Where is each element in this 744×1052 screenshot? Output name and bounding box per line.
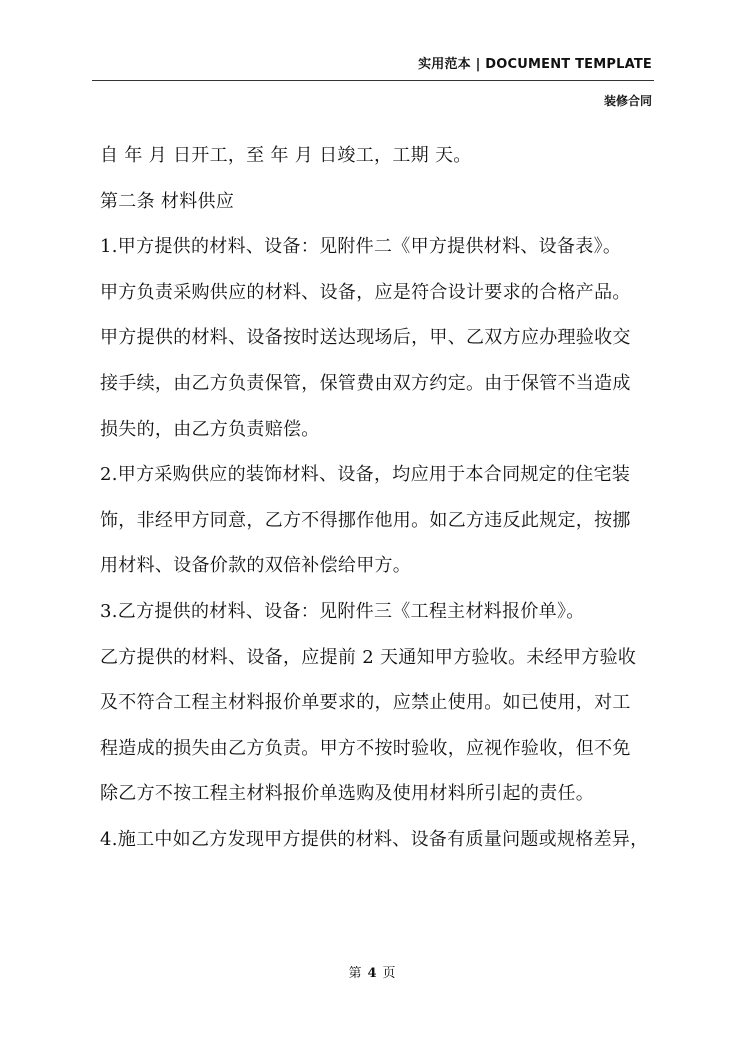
document-body <box>100 138 662 868</box>
page-number: 4 <box>367 966 377 981</box>
header-divider <box>92 80 654 81</box>
body-line: 2.甲方采购供应的装饰材料、设备，均应用于本合同规定的住宅装 <box>100 464 631 486</box>
body-line: 接手续，由乙方负责保管，保管费由双方约定。由于保管不当造成 <box>100 372 631 394</box>
body-line: 程造成的损失由乙方负责。甲方不按时验收，应视作验收，但不免 <box>100 737 631 759</box>
body-line: 除乙方不按工程主材料报价单选购及使用材料所引起的责任。 <box>100 783 595 805</box>
body-line: 自 年 月 日开工，至 年 月 日竣工，工期 天。 <box>100 145 472 166</box>
body-line: 及不符合工程主材料报价单要求的，应禁止使用。如已使用，对工 <box>100 692 631 714</box>
body-line: 3.乙方提供的材料、设备：见附件三《工程主材料报价单》。 <box>100 600 585 622</box>
page-prefix: 第 <box>348 966 362 981</box>
page-suffix: 页 <box>382 966 396 981</box>
body-line: 甲方提供的材料、设备按时送达现场后，甲、乙双方应办理验收交 <box>100 327 631 349</box>
page-footer <box>0 962 744 981</box>
header-title: 实用范本 | DOCUMENT TEMPLATE <box>418 57 652 72</box>
body-line: 乙方提供的材料、设备，应提前 2 天通知甲方验收。未经甲方验收 <box>100 646 637 668</box>
body-line: 损失的，由乙方负责赔偿。 <box>100 418 320 440</box>
body-line: 饰，非经甲方同意，乙方不得挪作他用。如乙方违反此规定，按挪 <box>100 509 631 531</box>
section-heading: 第二条 材料供应 <box>100 190 235 212</box>
body-line: 4.施工中如乙方发现甲方提供的材料、设备有质量问题或规格差异， <box>100 828 649 850</box>
body-line: 1.甲方提供的材料、设备：见附件二《甲方提供材料、设备表》。 <box>100 236 622 258</box>
body-line: 甲方负责采购供应的材料、设备，应是符合设计要求的合格产品。 <box>100 281 631 303</box>
document-type-label: 装修合同 <box>603 94 652 108</box>
body-line: 用材料、设备价款的双倍补偿给甲方。 <box>100 555 412 577</box>
